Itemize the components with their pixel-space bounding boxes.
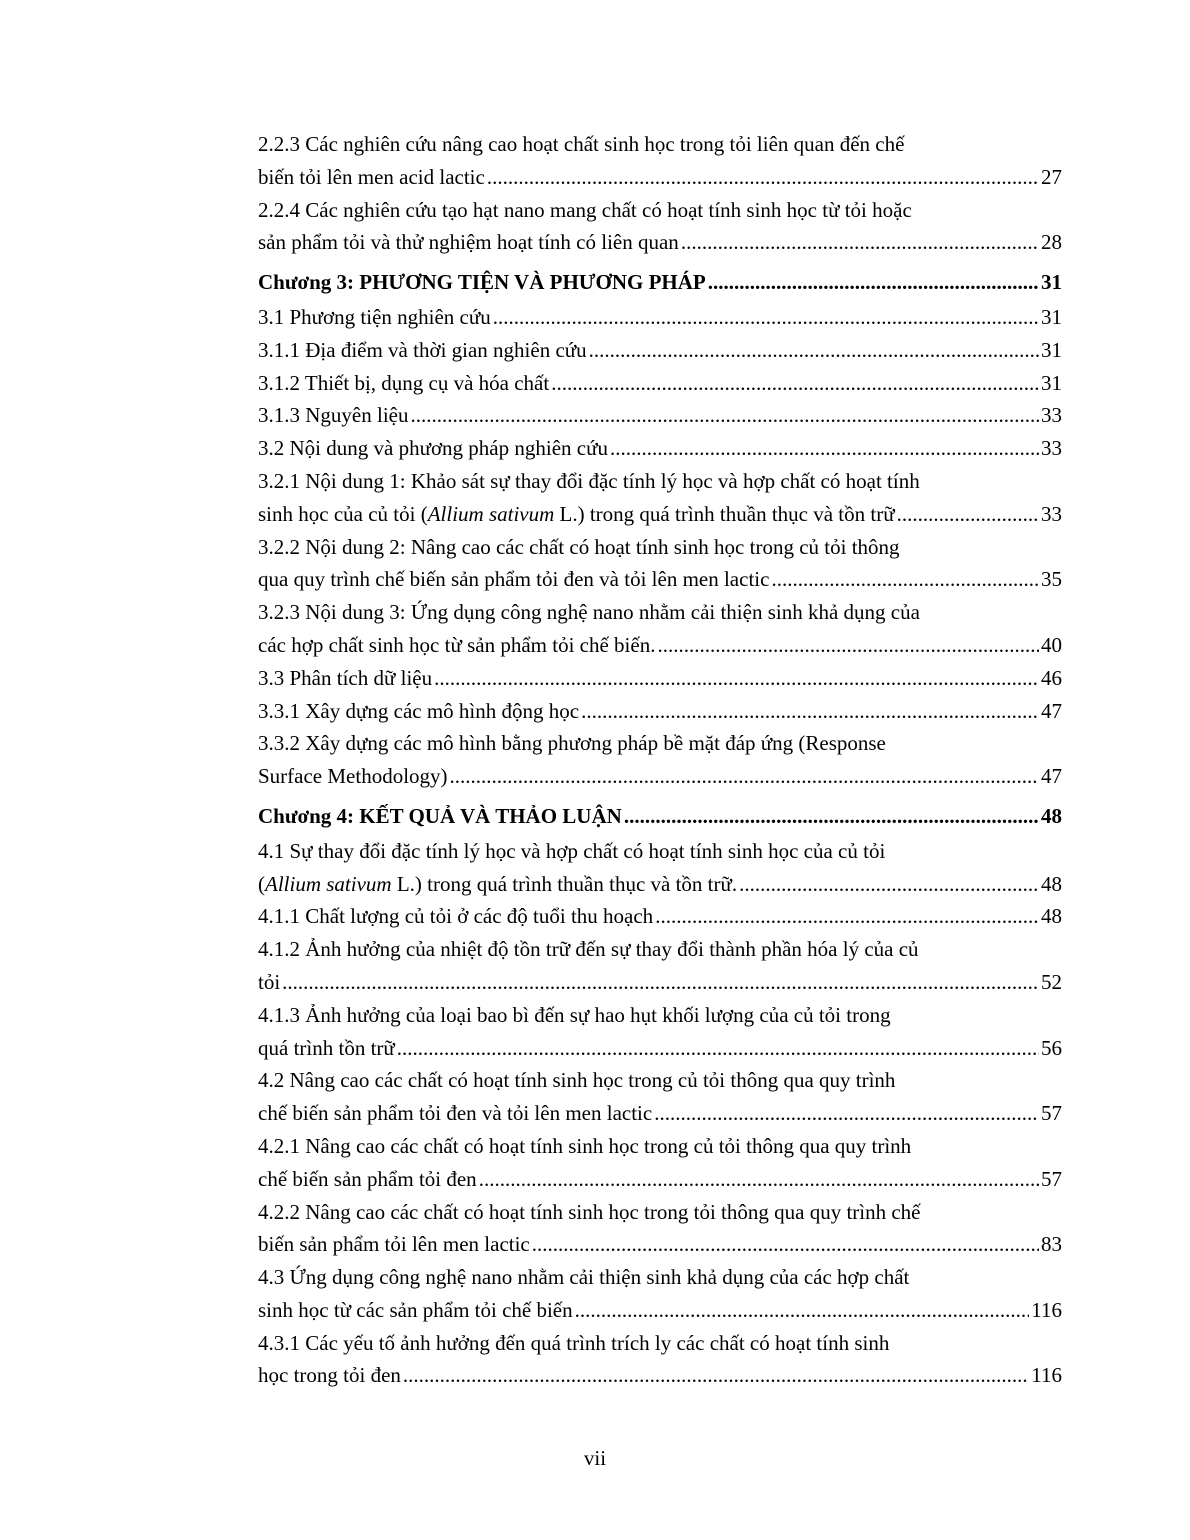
toc-entry-title-cont: sản phẩm tỏi và thử nghiệm hoạt tính có liên quan	[258, 230, 679, 255]
title-part: L.) trong quá trình thuần thục và tồn trữ	[554, 501, 895, 526]
toc-entry-title-cont	[258, 498, 895, 531]
dot-leader	[771, 563, 1039, 596]
toc-page-number: 31	[1041, 304, 1062, 329]
toc-entry-title-cont: quá trình tồn trữ	[258, 1035, 395, 1060]
toc-entry-2-2-4[interactable]	[258, 194, 1062, 260]
toc-entry-title-cont: sinh học từ các sản phẩm tỏi chế biến	[258, 1297, 573, 1322]
dot-leader	[581, 695, 1039, 728]
dot-leader	[897, 498, 1039, 531]
toc-page-number: 31	[1041, 337, 1062, 362]
dot-leader	[655, 900, 1039, 933]
dot-leader	[403, 1359, 1029, 1392]
toc-page-number: 31	[1041, 270, 1062, 295]
toc-page-number: 35	[1041, 567, 1062, 592]
toc-entry-4-3[interactable]	[258, 1261, 1062, 1327]
toc-entry-title: 2.2.3 Các nghiên cứu nâng cao hoạt chất sinh học trong tỏi liên quan đến chế	[258, 132, 905, 156]
toc-entry-title: 3.1 Phương tiện nghiên cứu	[258, 304, 491, 329]
toc-entry-title: 3.2.2 Nội dung 2: Nâng cao các chất có hoạt tính sinh học trong củ tỏi thông	[258, 534, 900, 559]
toc-chapter-3[interactable]	[258, 266, 1062, 299]
toc-entry-title: 4.1.3 Ảnh hưởng của loại bao bì đến sự hao hụt khối lượng của củ tỏi trong	[258, 1002, 891, 1027]
toc-entry-3-2-3[interactable]	[258, 596, 1062, 662]
species-name: Allium sativum	[427, 501, 555, 526]
dot-leader	[624, 800, 1039, 833]
toc-entry-title-cont: các hợp chất sinh học từ sản phẩm tỏi chế biến.	[258, 632, 656, 657]
dot-leader	[575, 1294, 1030, 1327]
dot-leader	[434, 662, 1039, 695]
toc-entry-title: 3.1.3 Nguyên liệu	[258, 403, 409, 428]
toc-entry-3-2[interactable]	[258, 432, 1062, 465]
toc-entry-3-1-3[interactable]	[258, 399, 1062, 432]
toc-entry-title: 4.2.1 Nâng cao các chất có hoạt tính sinh học trong củ tỏi thông qua quy trình	[258, 1133, 912, 1158]
toc-entry-3-3-1[interactable]	[258, 695, 1062, 728]
toc-entry-3-1[interactable]	[258, 301, 1062, 334]
dot-leader	[493, 301, 1039, 334]
toc-page-number: 116	[1031, 1363, 1062, 1388]
toc-entry-title: 3.1.2 Thiết bị, dụng cụ và hóa chất	[258, 370, 550, 395]
dot-leader	[739, 868, 1039, 901]
toc-entry-title-cont: Surface Methodology)	[258, 764, 448, 789]
toc-entry-title: 4.2 Nâng cao các chất có hoạt tính sinh học trong củ tỏi thông qua quy trình	[258, 1068, 896, 1093]
toc-page-number: 28	[1041, 230, 1062, 255]
toc-entry-title: 4.3 Ứng dụng công nghệ nano nhằm cải thiện sinh khả dụng của các hợp chất	[258, 1265, 910, 1290]
dot-leader	[589, 334, 1039, 367]
title-part: sinh học của củ tỏi (	[258, 501, 428, 526]
toc-entry-title: 4.2.2 Nâng cao các chất có hoạt tính sinh học trong tỏi thông qua quy trình chế	[258, 1199, 921, 1224]
toc-page-number: 116	[1031, 1297, 1062, 1322]
toc-entry-title: 3.3.2 Xây dựng các mô hình bằng phương pháp bề mặt đáp ứng (Response	[258, 731, 886, 756]
toc-page-number: 52	[1041, 969, 1062, 994]
toc-entry-title-cont: biến sản phẩm tỏi lên men lactic	[258, 1232, 530, 1257]
dot-leader	[681, 226, 1039, 259]
toc-chapter-4[interactable]	[258, 800, 1062, 833]
toc-entry-title-cont	[258, 868, 737, 901]
toc-page-number: 57	[1041, 1166, 1062, 1191]
toc-entry-title-cont: biến tỏi lên men acid lactic	[258, 164, 485, 189]
toc-entry-title-cont: qua quy trình chế biến sản phẩm tỏi đen và tỏi lên men lactic	[258, 567, 770, 592]
toc-page-number: 27	[1041, 164, 1062, 189]
toc-entry-3-2-2[interactable]	[258, 531, 1062, 597]
toc-entry-4-2[interactable]	[258, 1064, 1062, 1130]
dot-leader	[450, 760, 1039, 793]
toc-entry-title: 3.1.1 Địa điểm và thời gian nghiên cứu	[258, 337, 587, 362]
toc-entry-title: 3.3 Phân tích dữ liệu	[258, 665, 433, 690]
toc-page-number: 40	[1041, 632, 1062, 657]
dot-leader	[551, 367, 1039, 400]
toc-entry-title: 3.2 Nội dung và phương pháp nghiên cứu	[258, 436, 608, 461]
toc-entry-3-3[interactable]	[258, 662, 1062, 695]
toc-entry-2-2-3[interactable]	[258, 128, 1062, 194]
toc-entry-title: 3.2.3 Nội dung 3: Ứng dụng công nghệ nano nhằm cải thiện sinh khả dụng của	[258, 600, 920, 625]
dot-leader	[532, 1228, 1039, 1261]
toc-entry-title: 4.1.2 Ảnh hưởng của nhiệt độ tồn trữ đến sự thay đổi thành phần hóa lý của củ	[258, 937, 919, 962]
toc-entry-title: 3.3.1 Xây dựng các mô hình động học	[258, 698, 580, 723]
dot-leader	[410, 399, 1039, 432]
dot-leader	[479, 1163, 1039, 1196]
page-footer	[0, 1446, 1190, 1471]
toc-page-number: 57	[1041, 1101, 1062, 1126]
toc-entry-4-1-3[interactable]	[258, 999, 1062, 1065]
toc-entry-3-2-1[interactable]	[258, 465, 1062, 531]
dot-leader	[487, 161, 1039, 194]
toc-entry-title: 4.1 Sự thay đổi đặc tính lý học và hợp chất có hoạt tính sinh học của củ tỏi	[258, 838, 886, 863]
toc-entry-title: 3.2.1 Nội dung 1: Khảo sát sự thay đổi đặc tính lý học và hợp chất có hoạt tính	[258, 468, 920, 493]
title-part: (	[258, 871, 265, 896]
title-part: L.) trong quá trình thuần thục và tồn trữ.	[391, 871, 738, 896]
toc-page-number: 33	[1041, 403, 1062, 428]
toc-page-number: 83	[1041, 1232, 1062, 1257]
toc-entry-title-cont: học trong tỏi đen	[258, 1363, 401, 1388]
toc-page-number: 48	[1041, 904, 1062, 929]
toc-page-number: 46	[1041, 665, 1062, 690]
toc-chapter-title: Chương 4: KẾT QUẢ VÀ THẢO LUẬN	[258, 803, 622, 828]
toc-page-number: 48	[1041, 803, 1062, 828]
toc-page-number: 56	[1041, 1035, 1062, 1060]
toc-entry-3-1-2[interactable]	[258, 367, 1062, 400]
toc-chapter-title: Chương 3: PHƯƠNG TIỆN VÀ PHƯƠNG PHÁP	[258, 270, 706, 295]
toc-entry-title: 4.3.1 Các yếu tố ảnh hưởng đến quá trình trích ly các chất có hoạt tính sinh	[258, 1330, 890, 1355]
toc-page-number: 47	[1041, 698, 1062, 723]
dot-leader	[610, 432, 1039, 465]
toc-entry-4-2-1[interactable]	[258, 1130, 1062, 1196]
page-number: vii	[583, 1446, 607, 1470]
toc-entry-title: 4.1.1 Chất lượng củ tỏi ở các độ tuổi thu hoạch	[258, 904, 654, 929]
toc-entry-4-1[interactable]	[258, 835, 1062, 901]
toc-entry-3-1-1[interactable]	[258, 334, 1062, 367]
species-name: Allium sativum	[265, 871, 392, 896]
toc-page-number: 47	[1041, 764, 1062, 789]
toc-entry-4-3-1[interactable]	[258, 1327, 1062, 1393]
toc-entry-title: 2.2.4 Các nghiên cứu tạo hạt nano mang chất có hoạt tính sinh học từ tỏi hoặc	[258, 197, 912, 222]
dot-leader	[282, 966, 1039, 999]
toc-page-number: 31	[1041, 370, 1062, 395]
toc-entry-title-cont: chế biến sản phẩm tỏi đen và tỏi lên men lactic	[258, 1101, 653, 1126]
toc-entry-title-cont: chế biến sản phẩm tỏi đen	[258, 1166, 477, 1191]
toc-entry-4-1-1[interactable]	[258, 900, 1062, 933]
toc-entry-4-2-2[interactable]	[258, 1196, 1062, 1262]
toc-page-number: 33	[1041, 436, 1062, 461]
dot-leader	[708, 266, 1039, 299]
toc-entry-4-1-2[interactable]	[258, 933, 1062, 999]
toc-entry-3-3-2[interactable]	[258, 727, 1062, 793]
dot-leader	[654, 1097, 1039, 1130]
toc-page-number: 33	[1041, 501, 1062, 526]
table-of-contents	[258, 128, 1062, 1392]
dot-leader	[397, 1032, 1039, 1065]
toc-entry-title-cont: tỏi	[258, 969, 281, 994]
toc-page-number: 48	[1041, 871, 1062, 896]
dot-leader	[657, 629, 1039, 662]
